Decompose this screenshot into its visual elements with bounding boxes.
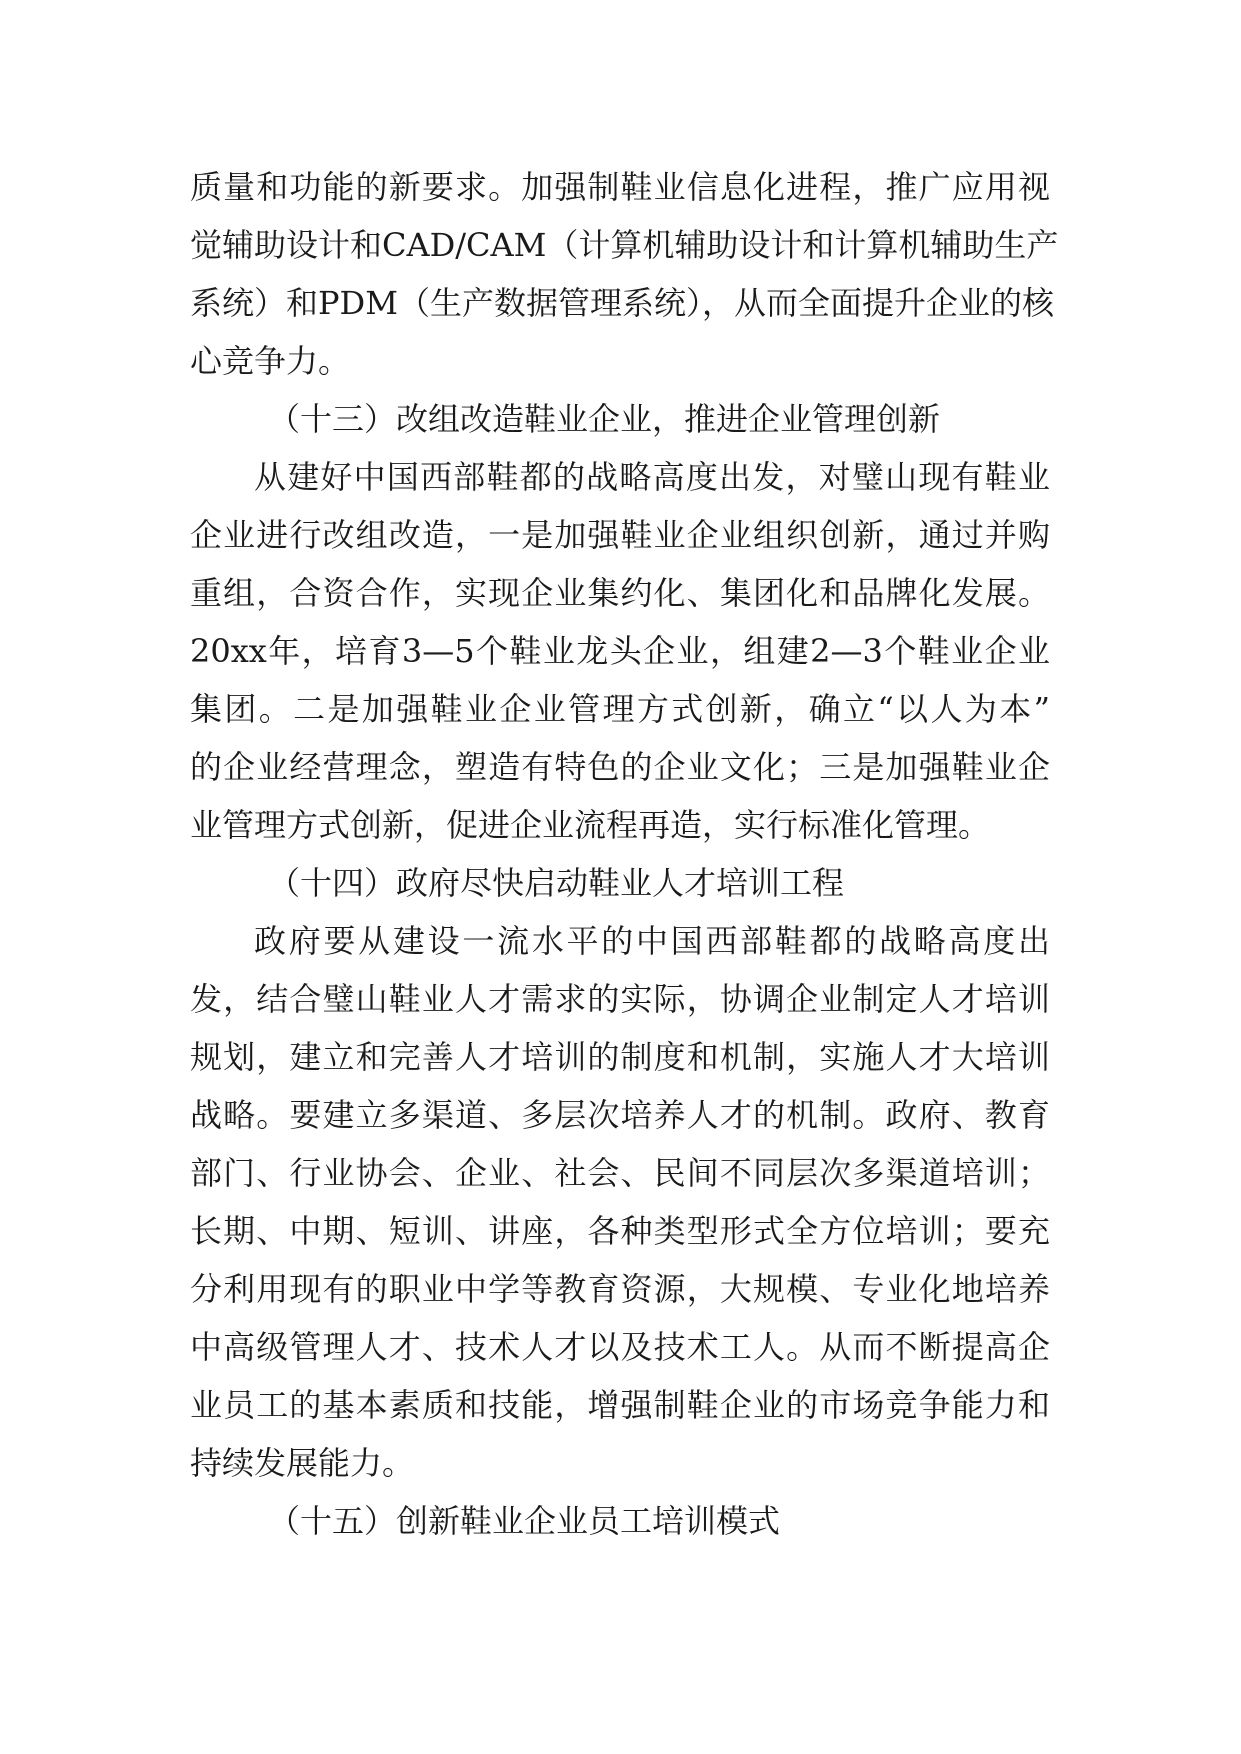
paragraph-line: 中高级管理人才、技术人才以及技术工人。从而不断提高企 bbox=[190, 1328, 1050, 1366]
paragraph-line: 20xx年，培育3—5个鞋业龙头企业，组建2—3个鞋业企业 bbox=[190, 632, 1050, 670]
paragraph-line: 战略。要建立多渠道、多层次培养人才的机制。政府、教育 bbox=[190, 1096, 1050, 1134]
paragraph-line: 持续发展能力。 bbox=[190, 1444, 415, 1482]
paragraph-line: 业员工的基本素质和技能，增强制鞋企业的市场竞争能力和 bbox=[190, 1386, 1050, 1424]
paragraph-line: 从建好中国西部鞋都的战略高度出发，对璧山现有鞋业 bbox=[254, 458, 1050, 496]
paragraph-line: 规划，建立和完善人才培训的制度和机制，实施人才大培训 bbox=[190, 1038, 1050, 1076]
paragraph-line: 的企业经营理念，塑造有特色的企业文化；三是加强鞋业企 bbox=[190, 748, 1050, 786]
section-heading: （十三）改组改造鞋业企业，推进企业管理创新 bbox=[268, 400, 941, 438]
paragraph-line: 分利用现有的职业中学等教育资源，大规模、专业化地培养 bbox=[190, 1270, 1050, 1308]
paragraph-line: 质量和功能的新要求。加强制鞋业信息化进程，推广应用视 bbox=[190, 168, 1050, 206]
paragraph-line: 集团。二是加强鞋业企业管理方式创新，确立“以人为本” bbox=[190, 690, 1050, 728]
paragraph-line: 觉辅助设计和CAD/CAM（计算机辅助设计和计算机辅助生产 bbox=[190, 226, 1059, 264]
section-heading: （十五）创新鞋业企业员工培训模式 bbox=[268, 1502, 781, 1540]
document-body bbox=[190, 158, 1059, 1550]
paragraph-line: 部门、行业协会、企业、社会、民间不同层次多渠道培训； bbox=[190, 1154, 1050, 1192]
paragraph-line: 企业进行改组改造，一是加强鞋业企业组织创新，通过并购 bbox=[190, 516, 1050, 554]
paragraph-line: 重组，合资合作，实现企业集约化、集团化和品牌化发展。 bbox=[190, 574, 1050, 612]
paragraph-line: 发，结合璧山鞋业人才需求的实际，协调企业制定人才培训 bbox=[190, 980, 1050, 1018]
paragraph-line: 政府要从建设一流水平的中国西部鞋都的战略高度出 bbox=[254, 922, 1050, 960]
paragraph-line: 系统）和PDM（生产数据管理系统），从而全面提升企业的核 bbox=[190, 284, 1054, 322]
section-heading: （十四）政府尽快启动鞋业人才培训工程 bbox=[268, 864, 845, 902]
paragraph-line: 长期、中期、短训、讲座，各种类型形式全方位培训；要充 bbox=[190, 1212, 1050, 1250]
paragraph-line: 心竞争力。 bbox=[190, 342, 351, 380]
paragraph-line: 业管理方式创新，促进企业流程再造，实行标准化管理。 bbox=[190, 806, 991, 844]
